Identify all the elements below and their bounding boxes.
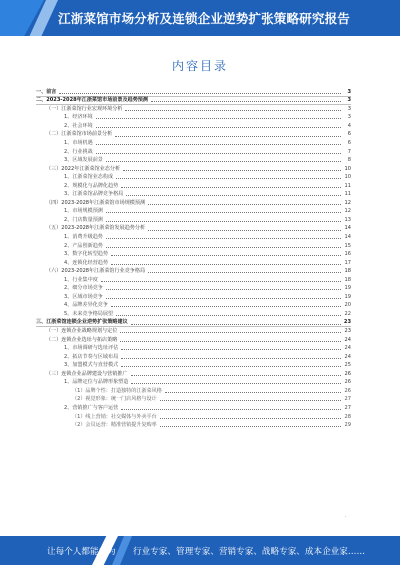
toc-entry[interactable] — [36, 404, 351, 413]
toc-leader-dots — [106, 298, 341, 299]
toc-entry[interactable] — [36, 387, 351, 396]
toc-leader-dots — [116, 315, 341, 316]
toc-entry[interactable] — [36, 396, 351, 405]
toc-entry-label: （四）2023-2028年江浙菜馆市场规模预测 — [46, 199, 146, 206]
toc-entry-label: 2、社会环境 — [64, 122, 93, 129]
toc-entry[interactable] — [36, 156, 351, 165]
toc-entry-label: 1、市场机遇 — [64, 140, 93, 146]
footer-banner — [0, 536, 400, 565]
toc-leader-dots — [96, 144, 341, 145]
toc-entry[interactable] — [36, 114, 351, 123]
toc-entry-label: 1、品牌定位与品牌形象塑造 — [64, 379, 129, 386]
toc-leader-dots — [111, 264, 341, 265]
toc-entry[interactable] — [36, 182, 351, 191]
toc-entry[interactable] — [36, 285, 351, 294]
toc-entry-page: 10 — [344, 174, 351, 181]
toc-entry-page: 13 — [344, 216, 351, 223]
toc-entry-label: 3、区域市场竞争 — [64, 293, 103, 300]
toc-entry-page: 3 — [347, 88, 351, 95]
toc-entry-label: （1）品牌个性：打造独特的江浙菜风格 — [72, 387, 162, 394]
toc-leader-dots — [160, 418, 341, 419]
toc-entry-page: 14 — [344, 225, 351, 232]
toc-entry-label: （2）视觉形象：统一门店风格与设计 — [72, 396, 157, 403]
toc-entry[interactable] — [36, 148, 351, 157]
toc-entry-label: 2、细分市场竞争 — [64, 285, 103, 292]
toc-entry-page: 8 — [347, 157, 351, 164]
toc-leader-dots — [148, 272, 341, 273]
toc-entry-label: （2）会员运营：精准营销提升复购率 — [72, 422, 157, 429]
toc-entry[interactable] — [36, 259, 351, 268]
toc-entry-page: 29 — [344, 422, 351, 429]
toc-leader-dots — [106, 289, 341, 290]
toc-entry[interactable] — [36, 276, 351, 285]
toc-leader-dots — [165, 392, 341, 393]
toc-entry[interactable] — [36, 165, 351, 174]
toc-entry-page: 24 — [344, 336, 351, 343]
toc-entry-page: 22 — [344, 310, 351, 317]
toc-leader-dots — [125, 110, 341, 111]
report-title: 江浙菜馆市场分析及连锁企业逆势扩张策略研究报告 — [58, 11, 350, 26]
toc-entry-label: 4、品牌差异化竞争 — [64, 302, 108, 309]
toc-leader-dots — [106, 238, 341, 239]
toc-entry-page: 15 — [344, 242, 351, 249]
toc-leader-dots — [131, 375, 341, 376]
toc-entry-label: （三）2022年江浙菜馆业态分析 — [46, 165, 121, 172]
toc-entry-label: 2、产品创新趋势 — [64, 242, 103, 249]
toc-leader-dots — [123, 170, 341, 171]
toc-entry-page: 25 — [344, 362, 351, 369]
toc-entry[interactable] — [36, 319, 351, 328]
toc-leader-dots — [96, 127, 341, 128]
toc-entry[interactable] — [36, 88, 351, 97]
toc-entry[interactable] — [36, 379, 351, 388]
toc-leader-dots — [106, 161, 341, 162]
toc-entry-page: 19 — [344, 285, 351, 292]
toc-entry[interactable] — [36, 327, 351, 336]
toc-entry[interactable] — [36, 362, 351, 371]
toc-entry[interactable] — [36, 97, 351, 106]
toc-entry-page: 14 — [344, 234, 351, 241]
toc-heading: 内容目录 — [171, 59, 228, 73]
toc-entry-label: 三、江浙菜馆连锁企业逆势扩张策略建议 — [36, 319, 128, 326]
toc-leader-dots — [120, 332, 341, 333]
toc-entry-page: 6 — [347, 140, 351, 146]
toc-entry-label: （三）连锁企业品牌建设与营销推广 — [46, 370, 128, 377]
toc-entry-label: 2、拓店节奏与区域布局 — [64, 353, 119, 360]
toc-entry-label: 5、未来竞争格局展望 — [64, 310, 114, 317]
toc-entry-page: 24 — [344, 345, 351, 352]
toc-leader-dots — [106, 221, 341, 222]
toc-entry-label: 2、行业挑战 — [64, 148, 93, 155]
toc-entry-label: （五）2023-2028年江浙菜馆发展趋势分析 — [46, 225, 146, 232]
toc-leader-dots — [160, 400, 341, 401]
toc-entry-page: 3 — [347, 114, 351, 121]
toc-entry-label: 一、前言 — [36, 88, 57, 95]
footer-slogan-right: 行业专家、管理专家、营销专家、战略专家、成本企业家…… — [133, 547, 366, 557]
toc-leader-dots — [96, 118, 341, 119]
toc-leader-dots — [106, 212, 341, 213]
toc-entry-page: 26 — [344, 370, 351, 377]
toc-entry-label: 1、行业集中度 — [64, 276, 98, 283]
toc-leader-dots — [151, 101, 341, 102]
toc-entry-page: 3 — [347, 97, 351, 104]
toc-entry-page: 23 — [344, 328, 351, 335]
toc-entry-label: （一）连锁企业战略规划与定位 — [46, 328, 118, 335]
toc-entry[interactable] — [36, 336, 351, 345]
toc-entry-label: （1）线上营销：社交媒体与外卖平台 — [72, 413, 157, 420]
toc-leader-dots — [126, 195, 341, 196]
toc-entry-page: 4 — [347, 122, 351, 129]
toc-entry[interactable] — [36, 216, 351, 225]
toc-entry-page: 26 — [344, 387, 351, 394]
toc-leader-dots — [121, 358, 341, 359]
toc-entry[interactable] — [36, 344, 351, 353]
toc-entry-label: 1、市场调研与选址评估 — [64, 345, 119, 352]
toc-entry[interactable] — [36, 199, 351, 208]
toc-entry-page: 11 — [344, 182, 351, 189]
toc-entry-label: 1、消费升级趋势 — [64, 234, 103, 241]
toc-leader-dots — [96, 153, 341, 154]
table-of-contents — [36, 88, 351, 430]
toc-entry[interactable] — [36, 173, 351, 182]
toc-leader-dots — [121, 187, 341, 188]
toc-entry[interactable] — [36, 242, 351, 251]
toc-entry[interactable] — [36, 421, 351, 430]
toc-leader-dots — [131, 383, 341, 384]
toc-leader-dots — [115, 136, 341, 137]
toc-entry-label: 3、数字化转型趋势 — [64, 251, 108, 258]
toc-entry[interactable] — [36, 302, 351, 311]
toc-entry-page: 17 — [344, 259, 351, 266]
toc-leader-dots — [120, 341, 341, 342]
toc-entry[interactable] — [36, 250, 351, 259]
page-marker: · — [345, 514, 347, 520]
toc-entry[interactable] — [36, 353, 351, 362]
toc-entry[interactable] — [36, 310, 351, 319]
toc-entry-label: （二）江浙菜馆市场前景分析 — [46, 131, 113, 138]
toc-entry-page: 11 — [344, 191, 351, 198]
toc-entry-label: 1、江浙菜馆业态构成 — [64, 174, 114, 181]
toc-leader-dots — [111, 306, 341, 307]
toc-entry-page: 16 — [344, 251, 351, 258]
toc-entry-page: 27 — [344, 396, 351, 403]
toc-entry[interactable] — [36, 139, 351, 148]
toc-entry-label: 2、规模化与品牌化趋势 — [64, 182, 119, 189]
toc-entry-label: 4、连锁化经营趋势 — [64, 259, 108, 266]
toc-entry[interactable] — [36, 293, 351, 302]
toc-entry-page: 18 — [344, 276, 351, 283]
toc-leader-dots — [111, 255, 341, 256]
toc-leader-dots — [131, 324, 341, 325]
toc-entry-page: 26 — [344, 379, 351, 386]
toc-entry-page: 6 — [347, 131, 351, 138]
toc-leader-dots — [121, 409, 341, 410]
toc-leader-dots — [121, 349, 341, 350]
toc-entry-label: 2、营销推广与客户运营 — [64, 404, 119, 411]
toc-leader-dots — [101, 281, 341, 282]
toc-entry-page: 20 — [344, 302, 351, 309]
toc-entry-page: 27 — [344, 404, 351, 411]
toc-entry-label: （二）连锁企业选址与拓店策略 — [46, 336, 118, 343]
toc-leader-dots — [59, 93, 341, 94]
toc-entry-label: 二、2023-2028年江浙菜馆市场前景及趋势预测 — [36, 97, 148, 104]
toc-entry-page: 12 — [344, 199, 351, 206]
toc-leader-dots — [116, 178, 341, 179]
toc-entry-page: 12 — [344, 208, 351, 215]
toc-leader-dots — [106, 247, 341, 248]
toc-leader-dots — [121, 366, 341, 367]
toc-entry-label: （一）江浙菜馆行业宏观环境分析 — [46, 105, 123, 112]
toc-leader-dots — [160, 426, 341, 427]
toc-entry-label: （六）2023-2028年江浙菜馆行业竞争格局 — [46, 268, 146, 275]
toc-leader-dots — [148, 230, 341, 231]
toc-entry[interactable] — [36, 233, 351, 242]
toc-entry-page: 19 — [344, 293, 351, 300]
toc-entry-page: 23 — [343, 319, 351, 326]
toc-entry[interactable] — [36, 122, 351, 131]
toc-entry[interactable] — [36, 413, 351, 422]
toc-entry[interactable] — [36, 191, 351, 200]
toc-entry-page: 28 — [344, 413, 351, 420]
toc-entry[interactable] — [36, 370, 351, 379]
toc-entry-page: 18 — [344, 268, 351, 275]
toc-entry[interactable] — [36, 225, 351, 234]
toc-entry-label: 3、江浙菜馆品牌竞争格局 — [64, 191, 124, 198]
toc-entry-label: 1、经济环境 — [64, 114, 93, 121]
toc-entry-label: 1、市场规模预测 — [64, 208, 103, 215]
toc-entry-page: 7 — [347, 148, 351, 155]
toc-entry[interactable] — [36, 267, 351, 276]
toc-entry-label: 2、门店数量预测 — [64, 216, 103, 223]
toc-entry[interactable] — [36, 208, 351, 217]
toc-entry-label: 3、区域发展前景 — [64, 157, 103, 164]
toc-entry[interactable] — [36, 131, 351, 140]
footer-slogan-left: 让每个人都能成为 — [47, 547, 116, 557]
toc-entry-page: 3 — [347, 105, 351, 112]
toc-entry-page: 24 — [344, 353, 351, 360]
toc-leader-dots — [148, 204, 341, 205]
toc-entry[interactable] — [36, 105, 351, 114]
toc-entry-label: 3、加盟模式与直营模式 — [64, 362, 119, 369]
report-header-banner — [0, 0, 400, 36]
toc-entry-page: 10 — [344, 165, 351, 172]
